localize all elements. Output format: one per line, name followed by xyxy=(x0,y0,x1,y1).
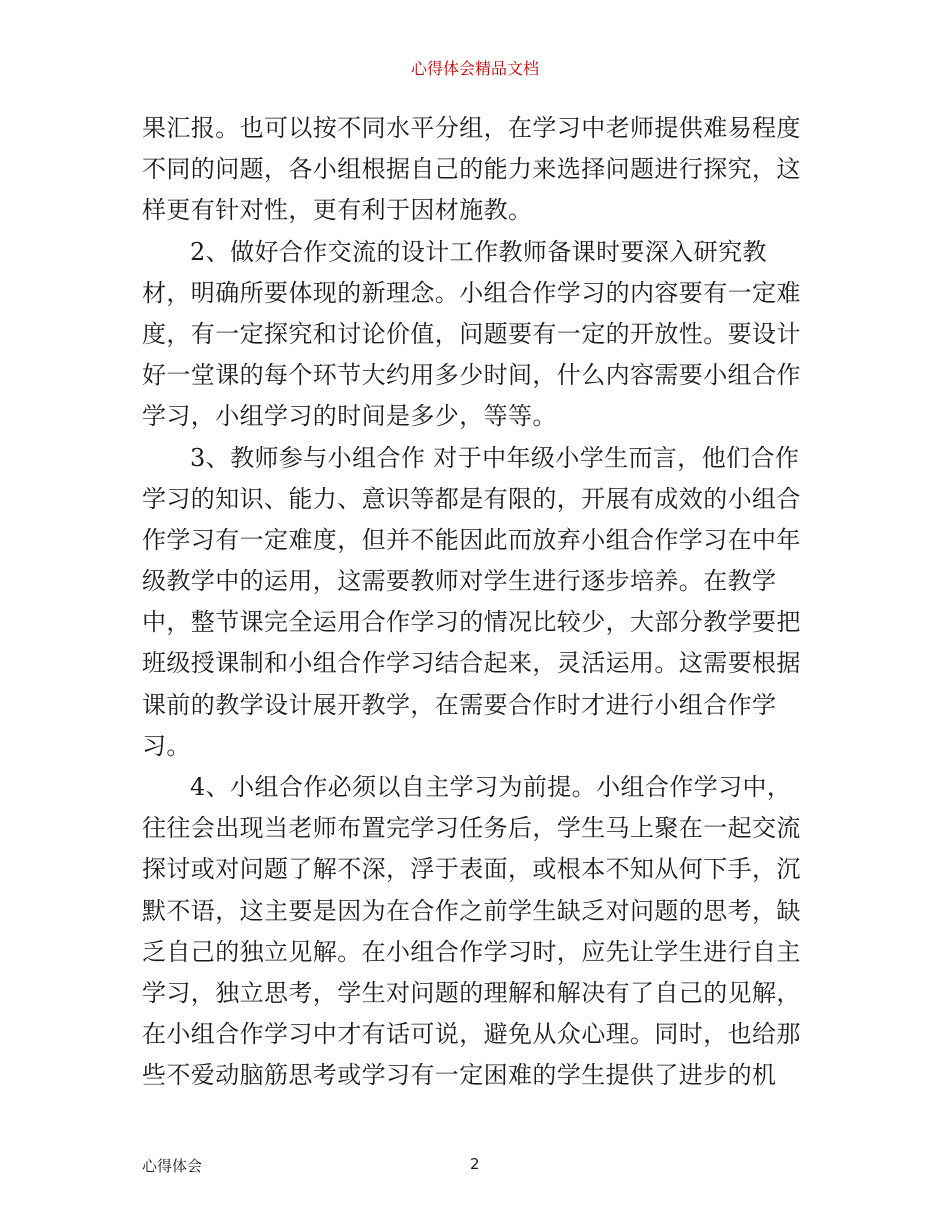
text-line: 学习，小组学习的时间是多少，等等。 xyxy=(142,402,557,431)
footer-label: 心得体会 xyxy=(142,1157,203,1175)
text-line: 不同的问题，各小组根据自己的能力来选择问题进行探究，这 xyxy=(142,155,801,184)
text-line: 样更有针对性，更有利于因材施教。 xyxy=(142,196,533,225)
text-line: 习。 xyxy=(142,731,191,760)
text-line: 好一堂课的每个环节大约用多少时间，什么内容需要小组合作 xyxy=(142,361,801,390)
text-line: 乏自己的独立见解。在小组合作学习时，应先让学生进行自主 xyxy=(142,937,801,966)
text-line: 探讨或对问题了解不深，浮于表面，或根本不知从何下手，沉 xyxy=(142,855,801,884)
text-line: 度，有一定探究和讨论价值，问题要有一定的开放性。要设计 xyxy=(142,319,801,348)
text-line: 些不爱动脑筋思考或学习有一定困难的学生提供了进步的机 xyxy=(142,1061,777,1090)
document-body xyxy=(142,108,812,1097)
paragraph-start-line: 3、教师参与小组合作 对于中年级小学生而言，他们合作 xyxy=(190,443,800,472)
text-line: 在小组合作学习中才有话可说，避免从众心理。同时，也给那 xyxy=(142,1020,801,1049)
text-line: 课前的教学设计展开教学，在需要合作时才进行小组合作学 xyxy=(142,690,777,719)
text-line: 学习，独立思考，学生对问题的理解和解决有了自己的见解， xyxy=(142,978,801,1007)
text-line: 果汇报。也可以按不同水平分组，在学习中老师提供难易程度 xyxy=(142,114,801,142)
paragraph-start-line: 2、做好合作交流的设计工作教师备课时要深入研究教 xyxy=(190,237,767,266)
text-line: 往往会出现当老师布置完学习任务后，学生马上聚在一起交流 xyxy=(142,814,801,843)
text-line: 作学习有一定难度，但并不能因此而放弃小组合作学习在中年 xyxy=(142,525,801,554)
text-line: 级教学中的运用，这需要教师对学生进行逐步培养。在教学 xyxy=(142,567,777,596)
page-header-title: 心得体会精品文档 xyxy=(410,59,539,78)
text-line: 学习的知识、能力、意识等都是有限的，开展有成效的小组合 xyxy=(142,484,801,513)
page-number: 2 xyxy=(470,1155,480,1173)
text-line: 材，明确所要体现的新理念。小组合作学习的内容要有一定难 xyxy=(142,278,801,307)
text-line: 默不语，这主要是因为在合作之前学生缺乏对问题的思考，缺 xyxy=(142,896,801,925)
text-line: 中，整节课完全运用合作学习的情况比较少，大部分教学要把 xyxy=(142,608,801,637)
text-line: 班级授课制和小组合作学习结合起来，灵活运用。这需要根据 xyxy=(142,649,801,678)
paragraph-start-line: 4、小组合作必须以自主学习为前提。小组合作学习中， xyxy=(190,773,792,801)
